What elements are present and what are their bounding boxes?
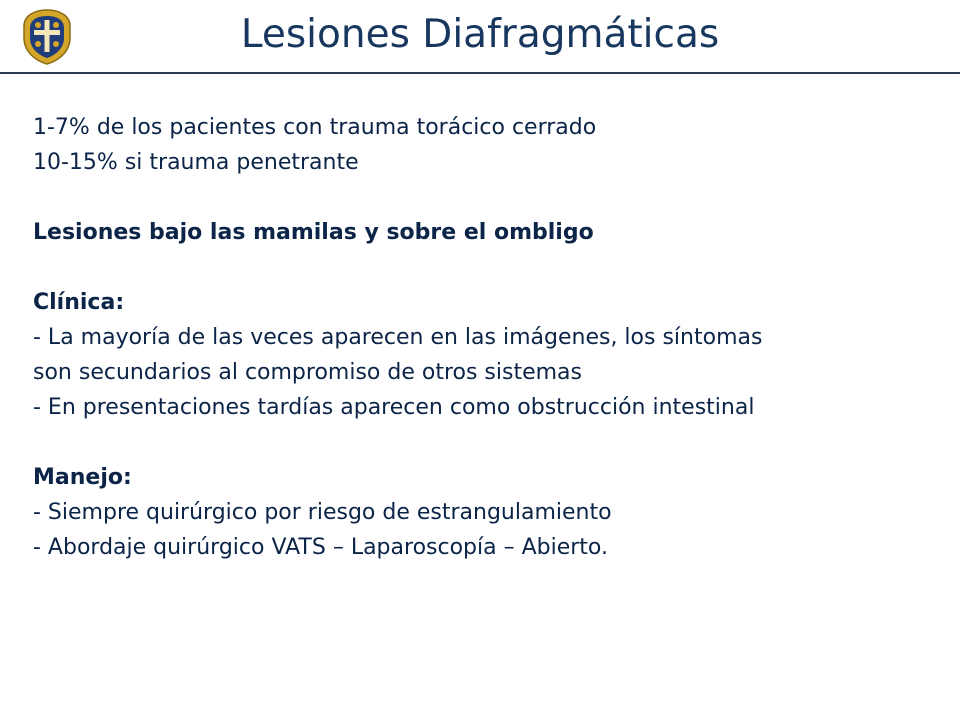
slide-body — [33, 110, 933, 565]
manejo-item: - Abordaje quirúrgico VATS – Laparoscopía – Abierto. — [33, 535, 608, 560]
spacer — [33, 180, 933, 215]
stat-line-penetrating: 10-15% si trauma penetrante — [33, 150, 359, 175]
spacer — [33, 250, 933, 285]
slide-title: Lesiones Diafragmáticas — [240, 12, 720, 57]
manejo-item: - Siempre quirúrgico por riesgo de estrangulamiento — [33, 500, 612, 525]
spacer — [33, 425, 933, 460]
clinica-item: son secundarios al compromiso de otros sistemas — [33, 360, 583, 385]
title-divider — [0, 72, 960, 74]
clinica-item: - La mayoría de las veces aparecen en las imágenes, los síntomas — [33, 325, 763, 350]
location-note: Lesiones bajo las mamilas y sobre el ombligo — [33, 220, 594, 245]
manejo-heading: Manejo: — [33, 465, 132, 490]
stat-line-blunt: 1-7% de los pacientes con trauma torácico cerrado — [33, 115, 597, 140]
clinica-item: - En presentaciones tardías aparecen como obstrucción intestinal — [33, 395, 755, 420]
clinica-heading: Clínica: — [33, 290, 125, 315]
